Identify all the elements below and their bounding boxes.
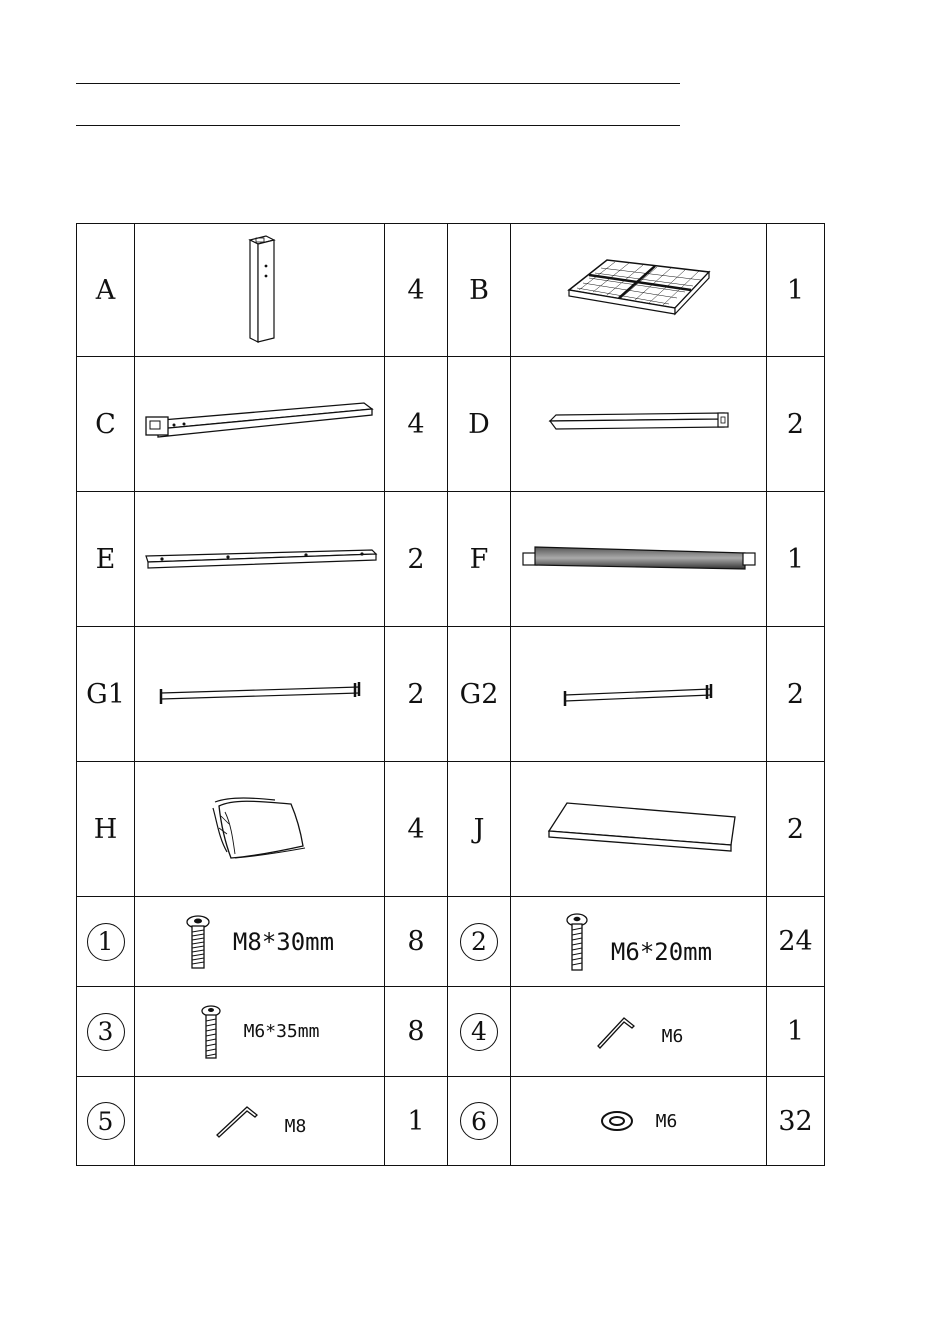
part-qty: 1: [767, 224, 825, 357]
part-label: J: [448, 762, 511, 897]
long-rod-icon: [135, 627, 385, 762]
grill-panel-icon: [511, 224, 767, 357]
part-qty: 4: [385, 762, 448, 897]
short-rod-icon: [511, 627, 767, 762]
shaded-beam-icon: [511, 492, 767, 627]
long-beam-icon: [135, 357, 385, 492]
hardware-number: 2: [448, 897, 511, 987]
part-qty: 2: [385, 627, 448, 762]
part-qty: 2: [767, 357, 825, 492]
drilled-bar-icon: [135, 492, 385, 627]
post-icon: [135, 224, 385, 357]
part-qty: 4: [385, 357, 448, 492]
table-row: [77, 1077, 825, 1166]
hardware-number: 5: [77, 1077, 135, 1166]
part-label: F: [448, 492, 511, 627]
hardware-item: [135, 897, 385, 987]
table-row: [77, 762, 825, 897]
hardware-qty: 8: [385, 987, 448, 1077]
bolt-icon: [200, 1004, 222, 1060]
board-icon: [511, 762, 767, 897]
hardware-number: 1: [77, 897, 135, 987]
part-label: B: [448, 224, 511, 357]
hardware-item: [135, 987, 385, 1077]
part-label: E: [77, 492, 135, 627]
table-row: [77, 987, 825, 1077]
table-row: [77, 224, 825, 357]
hardware-item: [511, 987, 767, 1077]
table-row: [77, 357, 825, 492]
table-row: [77, 897, 825, 987]
hardware-number: 3: [77, 987, 135, 1077]
hardware-spec: M6: [661, 1026, 684, 1047]
part-qty: 2: [767, 627, 825, 762]
part-qty: 2: [385, 492, 448, 627]
part-qty: 4: [385, 224, 448, 357]
table-row: [77, 627, 825, 762]
part-label: C: [77, 357, 135, 492]
hardware-spec: M8: [284, 1115, 307, 1137]
bolt-icon: [185, 914, 211, 970]
hardware-item: [135, 1077, 385, 1166]
part-label: H: [77, 762, 135, 897]
hardware-qty: 24: [767, 897, 825, 987]
part-label: A: [77, 224, 135, 357]
hardware-qty: 1: [385, 1077, 448, 1166]
header-rule-bottom: [76, 125, 680, 126]
washer-icon: [600, 1109, 634, 1133]
bolt-icon: [565, 912, 589, 972]
hardware-qty: 32: [767, 1077, 825, 1166]
hardware-item: [511, 1077, 767, 1166]
part-label: G1: [77, 627, 135, 762]
hardware-item: [511, 897, 767, 987]
hardware-number: 4: [448, 987, 511, 1077]
hardware-spec: M6: [655, 1110, 678, 1132]
hardware-number: 6: [448, 1077, 511, 1166]
table-row: [77, 492, 825, 627]
part-qty: 1: [767, 492, 825, 627]
fabric-icon: [135, 762, 385, 897]
allen-key-icon: [213, 1101, 263, 1141]
hardware-spec: M8*30mm: [232, 927, 335, 956]
allen-key-icon: [594, 1012, 640, 1052]
short-beam-icon: [511, 357, 767, 492]
hardware-qty: 8: [385, 897, 448, 987]
parts-table: [76, 223, 825, 1166]
hardware-qty: 1: [767, 987, 825, 1077]
header-rule-top: [76, 83, 680, 84]
hardware-spec: M6*20mm: [610, 937, 713, 966]
part-label: G2: [448, 627, 511, 762]
part-qty: 2: [767, 762, 825, 897]
part-label: D: [448, 357, 511, 492]
hardware-spec: M6*35mm: [243, 1021, 320, 1042]
